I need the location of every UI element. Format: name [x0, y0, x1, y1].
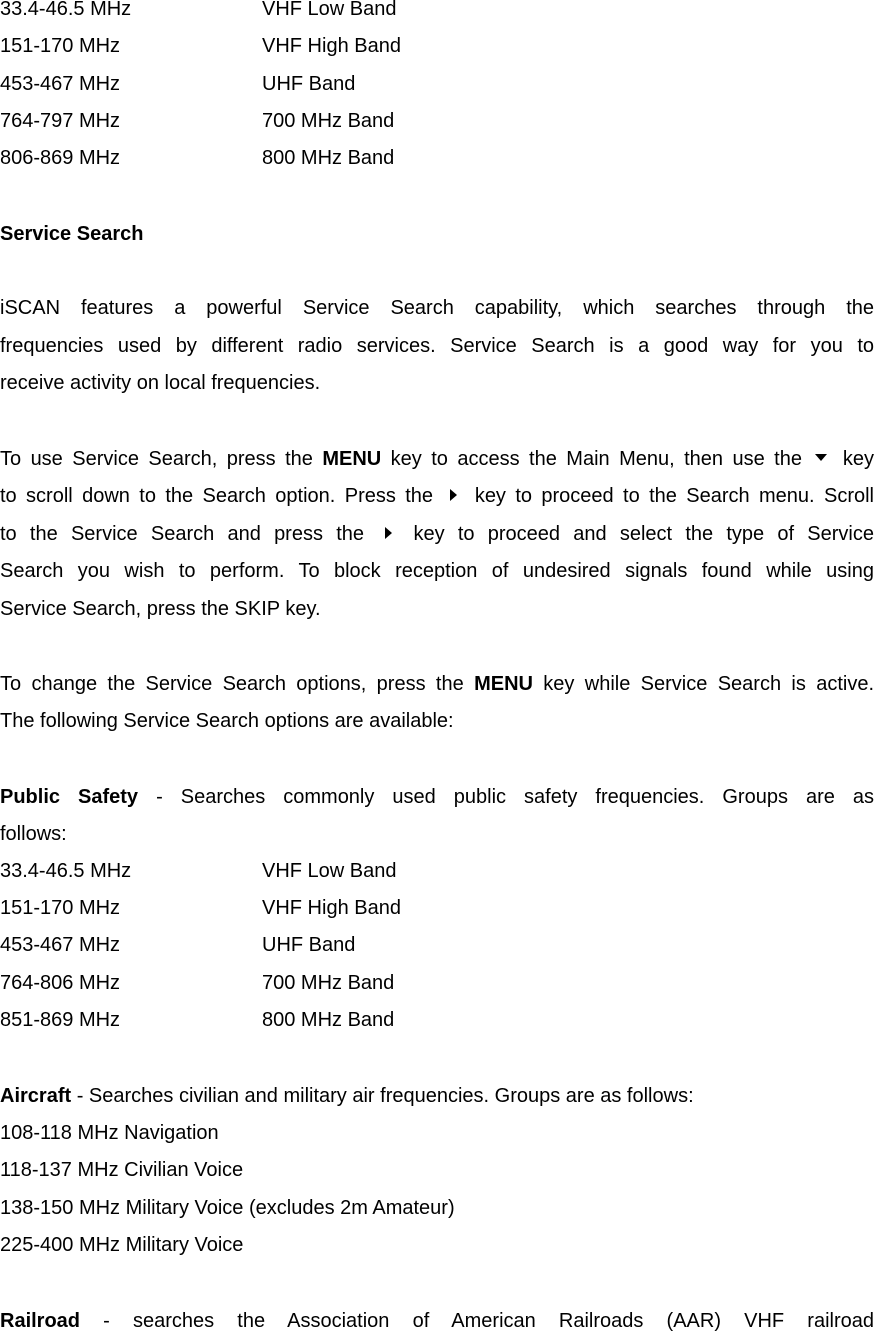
paragraph-line	[0, 670, 874, 698]
frequency-range: 151-170 MHz	[0, 897, 121, 919]
text-segment: key to access the Main Menu, then use the	[381, 448, 802, 470]
band-name: 700 MHz Band	[262, 972, 395, 994]
frequency-range: 764-806 MHz	[0, 972, 121, 994]
table-row	[0, 931, 874, 959]
paragraph-line	[0, 445, 874, 473]
frequency-range: 151-170 MHz	[0, 35, 121, 57]
table-row	[0, 70, 874, 98]
band-name: VHF High Band	[262, 897, 401, 919]
paragraph-line	[0, 482, 874, 510]
table-row	[0, 0, 874, 23]
frequency-range: 33.4-46.5 MHz	[0, 860, 132, 882]
right-arrow-key-icon	[385, 527, 392, 539]
text-segment: key to proceed and select the type of Service	[413, 523, 874, 545]
frequency-range: 453-467 MHz	[0, 934, 121, 956]
table-row	[0, 144, 874, 172]
option-label-railroad: Railroad	[0, 1310, 81, 1332]
paragraph-line	[0, 520, 874, 548]
table-row	[0, 969, 874, 997]
band-name: UHF Band	[262, 73, 356, 95]
option-description: - Searches civilian and military air frequencies. Groups are as follows:	[71, 1085, 694, 1107]
menu-key-label: MENU	[474, 673, 533, 695]
option-description: - searches the Association of American Railroads (AAR) VHF railroad	[80, 1310, 874, 1332]
paragraph-line	[0, 1082, 874, 1110]
text-segment: key to proceed to the Search menu. Scroll	[474, 485, 874, 507]
paragraph-line: The following Service Search options are available:	[0, 710, 454, 732]
band-name: VHF Low Band	[262, 860, 397, 882]
frequency-range: 33.4-46.5 MHz	[0, 0, 132, 20]
paragraph-line: receive activity on local frequencies.	[0, 372, 321, 394]
option-label-aircraft: Aircraft	[0, 1085, 72, 1107]
table-row	[0, 857, 874, 885]
band-name: 700 MHz Band	[262, 110, 395, 132]
band-name: UHF Band	[262, 934, 356, 956]
down-arrow-key-icon	[815, 454, 827, 461]
text-segment: key while Service Search is active.	[532, 673, 874, 695]
band-name: 800 MHz Band	[262, 1009, 395, 1031]
menu-key-label: MENU	[322, 448, 382, 470]
band-name: VHF High Band	[262, 35, 401, 57]
option-description: - Searches commonly used public safety frequencies. Groups are as	[138, 786, 874, 808]
list-item: 108-118 MHz Navigation	[0, 1122, 219, 1144]
paragraph-line: Search you wish to perform. To block reception of undesired signals found while using	[0, 560, 874, 582]
option-label-public-safety: Public Safety	[0, 786, 139, 808]
paragraph-line	[0, 783, 874, 811]
text-segment: to the Service Search and press the	[0, 523, 365, 545]
right-arrow-key-icon	[450, 489, 457, 501]
table-row	[0, 32, 874, 60]
paragraph-line: Service Search, press the SKIP key.	[0, 598, 321, 620]
paragraph-line: frequencies used by different radio services. Service Search is a good way for you to	[0, 335, 874, 357]
paragraph-line: follows:	[0, 823, 67, 845]
table-row	[0, 894, 874, 922]
frequency-range: 806-869 MHz	[0, 147, 121, 169]
table-row	[0, 107, 874, 135]
frequency-range: 851-869 MHz	[0, 1009, 121, 1031]
frequency-range: 764-797 MHz	[0, 110, 121, 132]
frequency-range: 453-467 MHz	[0, 73, 121, 95]
table-row	[0, 1006, 874, 1034]
band-name: 800 MHz Band	[262, 147, 395, 169]
section-heading-service-search: Service Search	[0, 223, 144, 245]
text-segment: to scroll down to the Search option. Press the	[0, 485, 434, 507]
text-segment: To use Service Search, press the	[0, 448, 323, 470]
list-item: 138-150 MHz Military Voice (excludes 2m Amateur)	[0, 1197, 455, 1219]
text-segment: To change the Service Search options, press the	[0, 673, 475, 695]
list-item: 225-400 MHz Military Voice	[0, 1234, 244, 1256]
paragraph-line	[0, 1307, 874, 1335]
text-segment: key	[842, 448, 874, 470]
paragraph-line: iSCAN features a powerful Service Search capability, which searches through the	[0, 297, 874, 319]
band-name: VHF Low Band	[262, 0, 397, 20]
list-item: 118-137 MHz Civilian Voice	[0, 1159, 244, 1181]
